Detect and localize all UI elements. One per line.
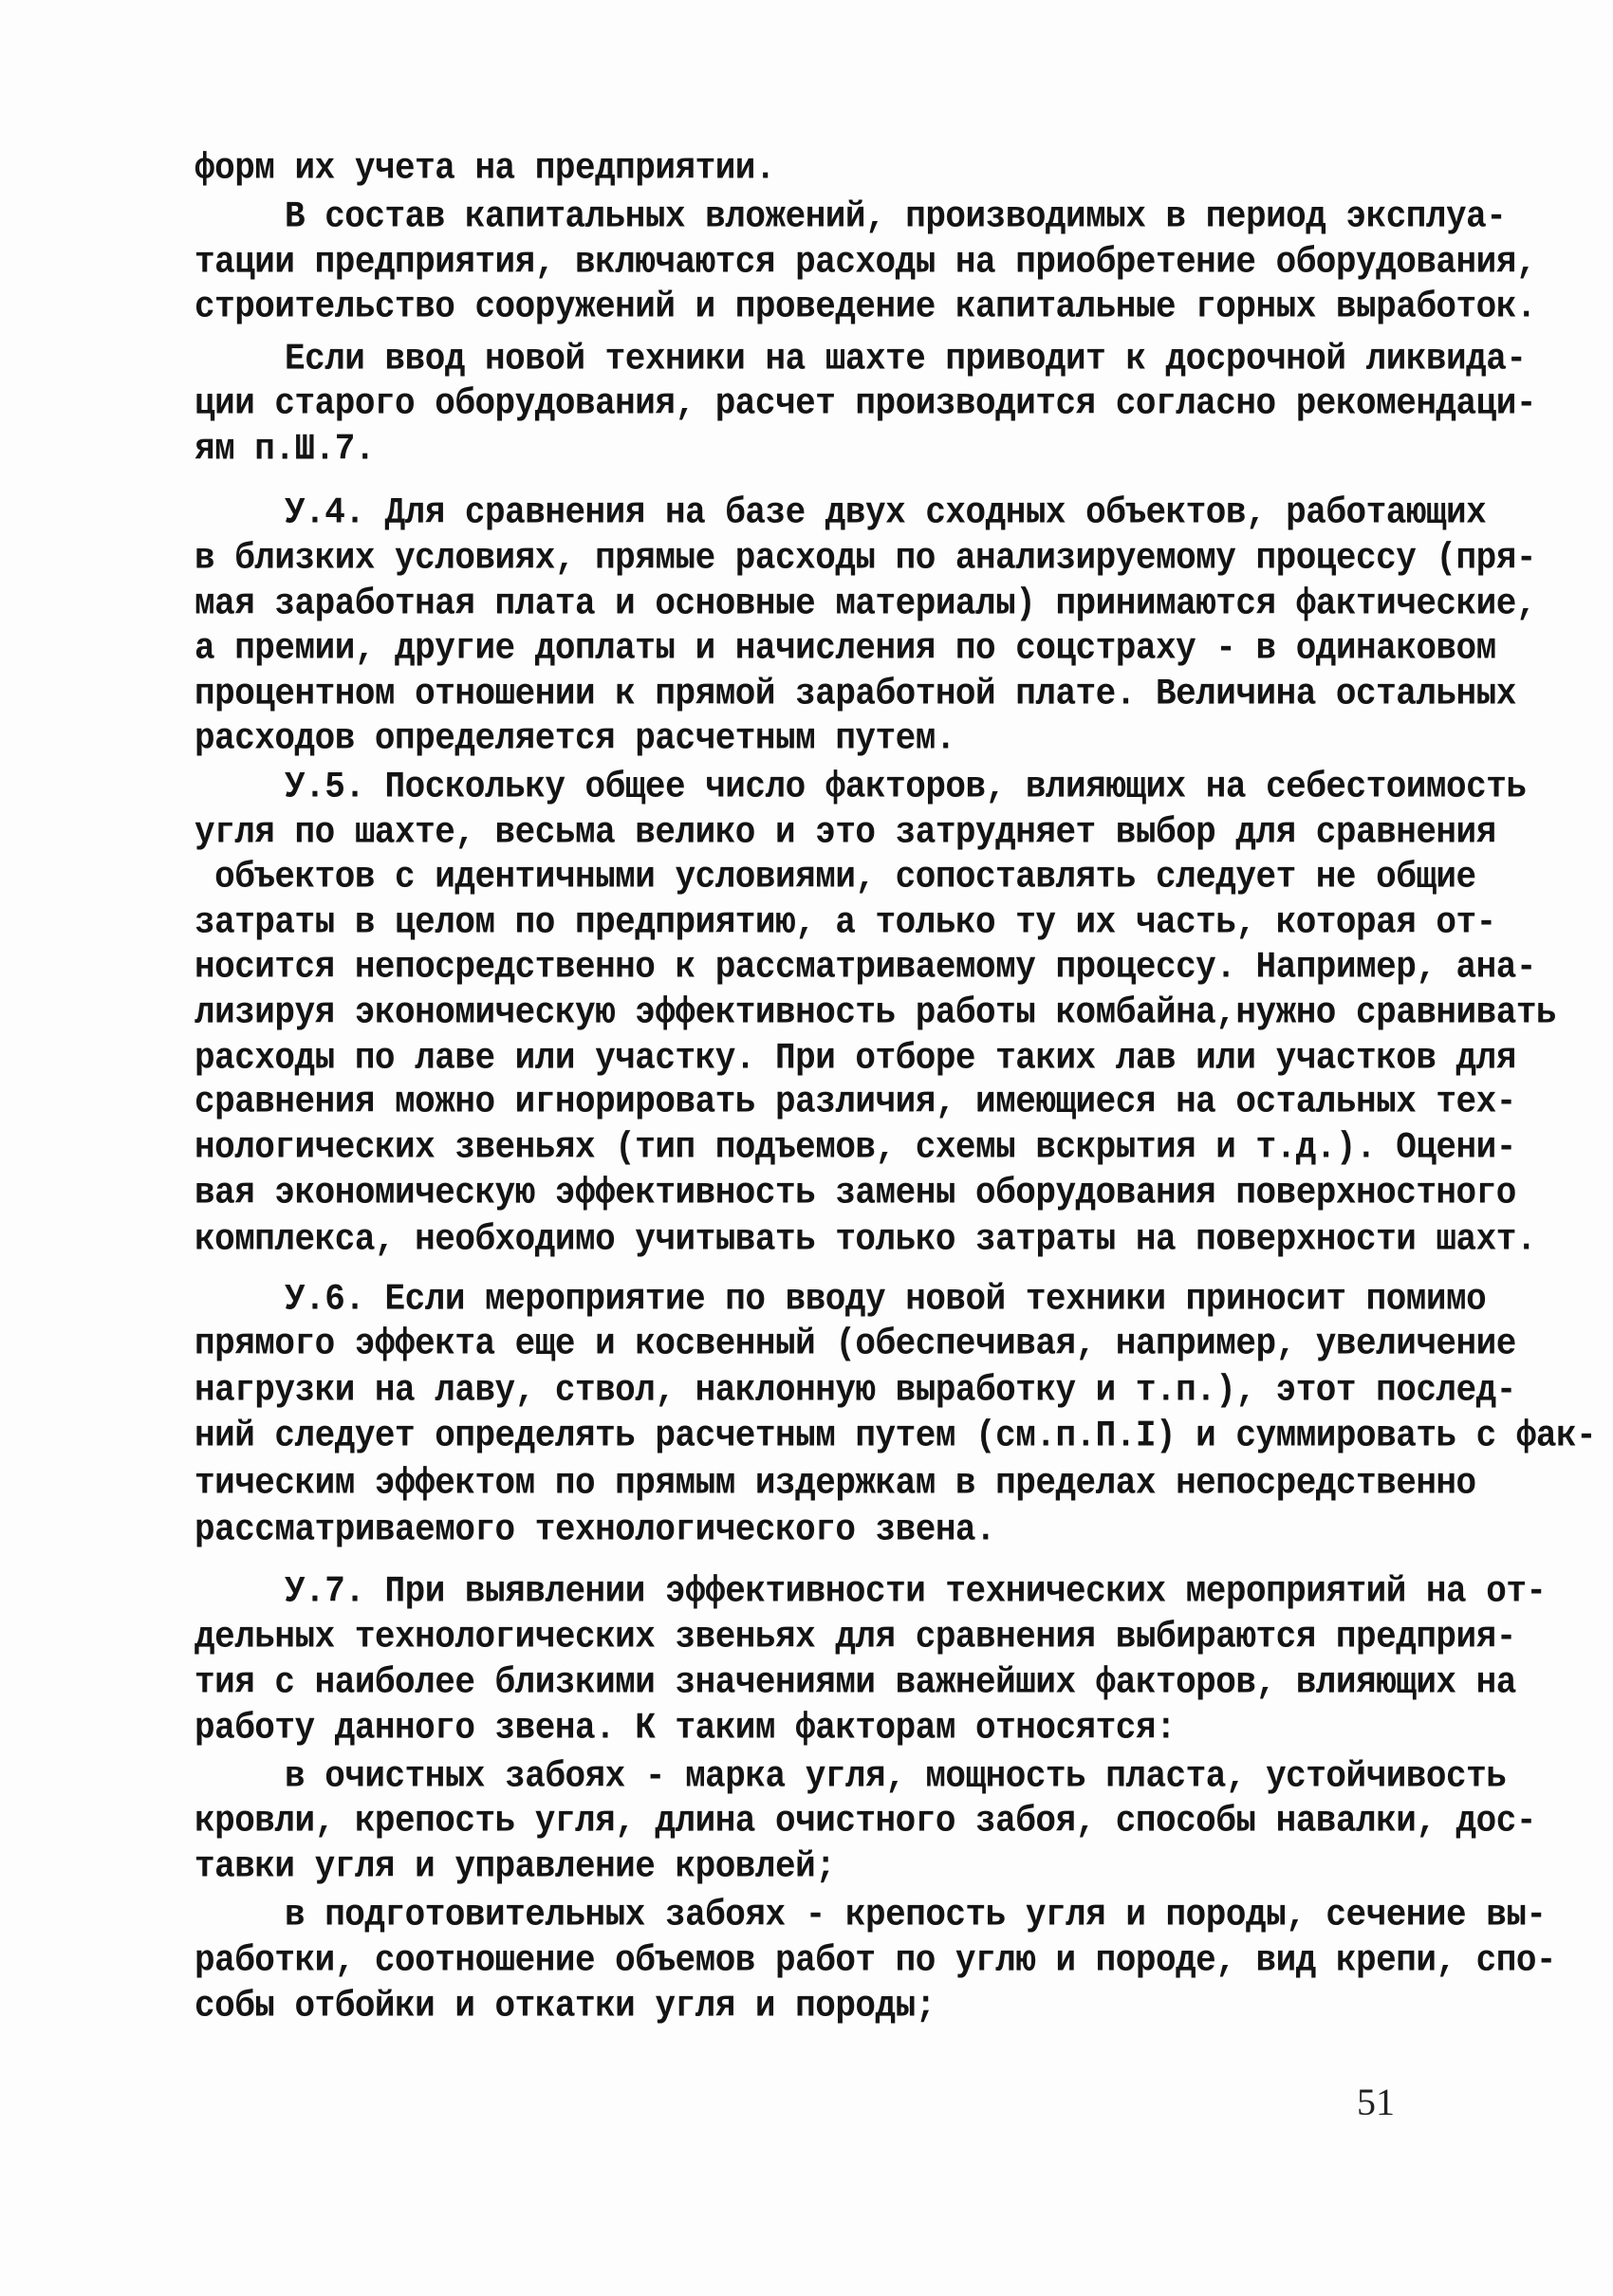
paragraph-5-line: рассматриваемого технологического звена. [195,1509,996,1551]
paragraph-2-line: ям п.Ш.7. [195,428,375,471]
paragraph-5-line: тическим эффектом по прямым издержкам в пределах непосредственно [195,1462,1476,1505]
paragraph-7-line: кровли, крепость угля, длина очистного забоя, способы навалки, дос- [195,1800,1536,1842]
paragraph-0-line: форм их учета на предприятии. [195,147,776,190]
paragraph-6-line: дельных технологических звеньях для сравнения выбираются предприя- [195,1616,1516,1658]
paragraph-5-line: ний следует определять расчетным путем (см.п.П.I) и суммировать с фак- [195,1415,1597,1457]
paragraph-6-line: У.7. При выявлении эффективности технических мероприятий на от- [285,1570,1547,1613]
paragraph-1-line: строительство сооружений и проведение капитальные горных выработок. [195,286,1536,328]
paragraph-6-line: работу данного звена. К таким факторам относятся: [195,1707,1177,1750]
paragraph-3-line: а премии, другие доплаты и начисления по соцстраху - в одинаковом [195,627,1496,670]
paragraph-4-line: носится непосредственно к рассматриваемому процессу. Например, ана- [195,946,1536,989]
page-number: 51 [1357,2081,1395,2123]
paragraph-4-line: расходы по лаве или участку. При отборе таких лав или участков для [195,1037,1516,1080]
paragraph-6-line: тия с наиболее близкими значениями важнейших факторов, влияющих на [195,1661,1516,1704]
paragraph-8-line: собы отбойки и откатки угля и породы; [195,1985,936,2028]
paragraph-2-line: ции старого оборудования, расчет производится согласно рекомендаци- [195,382,1536,425]
paragraph-3-line: процентном отношении к прямой заработной плате. Величина остальных [195,673,1516,715]
paragraph-3-line: У.4. Для сравнения на базе двух сходных объектов, работающих [285,491,1487,534]
paragraph-4-line: угля по шахте, весьма велико и это затрудняет выбор для сравнения [195,811,1496,854]
paragraph-8-line: работки, соотношение объемов работ по углю и породе, вид крепи, спо- [195,1939,1557,1982]
paragraph-3-line: мая заработная плата и основные материалы) принимаются фактические, [195,583,1536,625]
paragraph-4-line: У.5. Поскольку общее число факторов, влияющих на себестоимость [285,766,1527,808]
paragraph-2-line: Если ввод новой техники на шахте приводит к досрочной ликвида- [285,338,1527,380]
paragraph-1-line: тации предприятия, включаются расходы на приобретение оборудования, [195,241,1536,284]
paragraph-7-line: тавки угля и управление кровлей; [195,1845,836,1888]
paragraph-4-line: вая экономическую эффективность замены оборудования поверхностного [195,1172,1516,1214]
paragraph-5-line: У.6. Если мероприятие по вводу новой техники приносит помимо [285,1278,1487,1321]
paragraph-4-line: нологических звеньях (тип подъемов, схемы вскрытия и т.д.). Оцени- [195,1126,1516,1169]
paragraph-3-line: расходов определяется расчетным путем. [195,717,955,760]
paragraph-3-line: в близких условиях, прямые расходы по анализируемому процессу (пря- [195,537,1536,580]
paragraph-4-line: объектов с идентичными условиями, сопоставлять следует не общие [195,856,1476,898]
paragraph-1-line: В состав капитальных вложений, производимых в период эксплуа- [285,195,1507,238]
paragraph-4-line: затраты в целом по предприятию, а только ту их часть, которая от- [195,901,1496,944]
paragraph-4-line: лизируя экономическую эффективность работы комбайна,нужно сравнивать [195,991,1557,1034]
paragraph-5-line: нагрузки на лаву, ствол, наклонную выработку и т.п.), этот послед- [195,1369,1516,1412]
paragraph-4-line: комплекса, необходимо учитывать только затраты на поверхности шахт. [195,1218,1536,1261]
paragraph-4-line: сравнения можно игнорировать различия, имеющиеся на остальных тех- [195,1081,1516,1123]
paragraph-8-line: в подготовительных забоях - крепость угля и породы, сечение вы- [285,1894,1547,1936]
paragraph-7-line: в очистных забоях - марка угля, мощность пласта, устойчивость [285,1755,1507,1798]
paragraph-5-line: прямого эффекта еще и косвенный (обеспечивая, например, увеличение [195,1323,1516,1365]
